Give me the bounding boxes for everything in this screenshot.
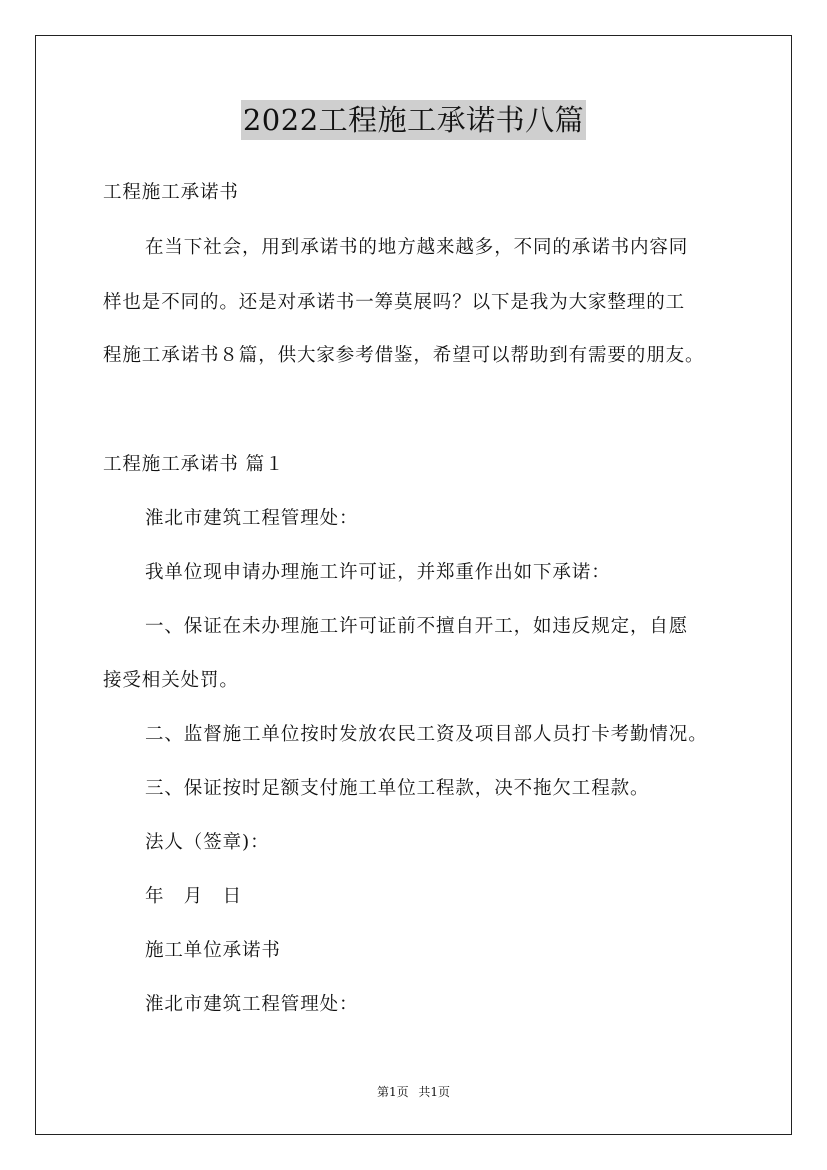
title-container xyxy=(0,100,827,140)
page-number: 第1页 xyxy=(376,1085,409,1099)
subsection-heading: 施工单位承诺书 xyxy=(145,940,281,961)
pledge-item-1-line-2: 接受相关处罚。 xyxy=(103,670,239,691)
section-heading: 工程施工承诺书 xyxy=(103,182,239,203)
pledge-item-3: 三、保证按时足额支付施工单位工程款，决不拖欠工程款。 xyxy=(145,778,650,799)
page-total: 共1页 xyxy=(418,1085,451,1099)
intro-paragraph-line-3: 程施工承诺书８篇，供大家参考借鉴，希望可以帮助到有需要的朋友。 xyxy=(103,345,705,366)
document-title: 2022工程施工承诺书八篇 xyxy=(241,100,586,140)
legal-rep-signature: 法人（签章)： xyxy=(145,832,270,853)
pledge-intro: 我单位现申请办理施工许可证，并郑重作出如下承诺： xyxy=(145,562,611,583)
pledge-item-2: 二、监督施工单位按时发放农民工资及项目部人员打卡考勤情况。 xyxy=(145,724,708,745)
intro-paragraph-line-1: 在当下社会，用到承诺书的地方越来越多，不同的承诺书内容同 xyxy=(145,237,689,258)
addressee: 淮北市建筑工程管理处： xyxy=(145,508,359,529)
page-footer xyxy=(0,1084,827,1100)
addressee-2: 淮北市建筑工程管理处： xyxy=(145,994,359,1015)
pledge-item-1-line-1: 一、保证在未办理施工许可证前不擅自开工，如违反规定，自愿 xyxy=(145,616,689,637)
section-heading-1: 工程施工承诺书 篇１ xyxy=(103,454,285,475)
intro-paragraph-line-2: 样也是不同的。还是对承诺书一筹莫展吗？以下是我为大家整理的工 xyxy=(103,292,686,313)
date-line: 年 月 日 xyxy=(145,886,243,907)
